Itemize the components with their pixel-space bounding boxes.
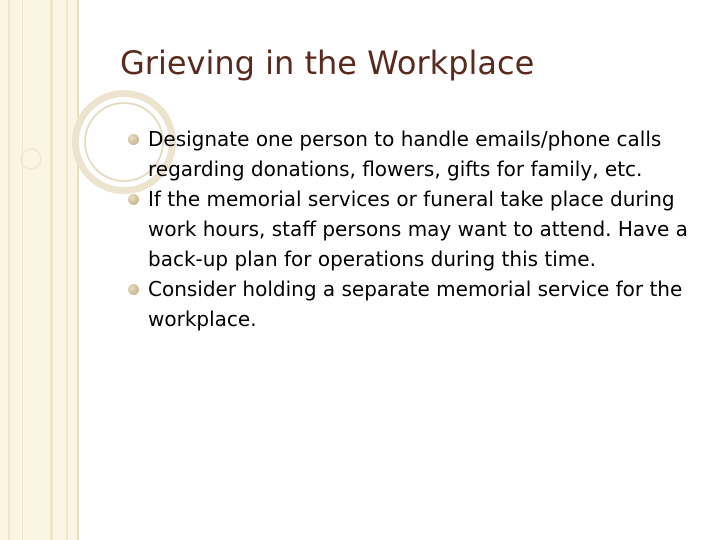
bullet-text: If the memorial services or funeral take place during work hours, staff persons may want to attend. Have a back-up plan for operations during this time. (148, 187, 688, 271)
decorative-ring-small (20, 148, 42, 170)
sidebar-stripe (22, 0, 23, 540)
bullet-item (128, 274, 688, 334)
sidebar-stripe (66, 0, 68, 540)
sidebar-edge (77, 0, 79, 540)
bullet-list (128, 124, 688, 334)
round-bullet-icon (128, 194, 139, 205)
slide-title: Grieving in the Workplace (120, 44, 535, 82)
round-bullet-icon (128, 134, 139, 145)
bullet-text: Consider holding a separate memorial service for the workplace. (148, 277, 683, 331)
bullet-text: Designate one person to handle emails/phone calls regarding donations, flowers, gifts for family, etc. (148, 127, 662, 181)
bullet-item (128, 124, 688, 184)
round-bullet-icon (128, 284, 139, 295)
decorative-sidebar (0, 0, 78, 540)
bullet-item (128, 184, 688, 274)
sidebar-stripe (50, 0, 53, 540)
sidebar-stripe (8, 0, 10, 540)
